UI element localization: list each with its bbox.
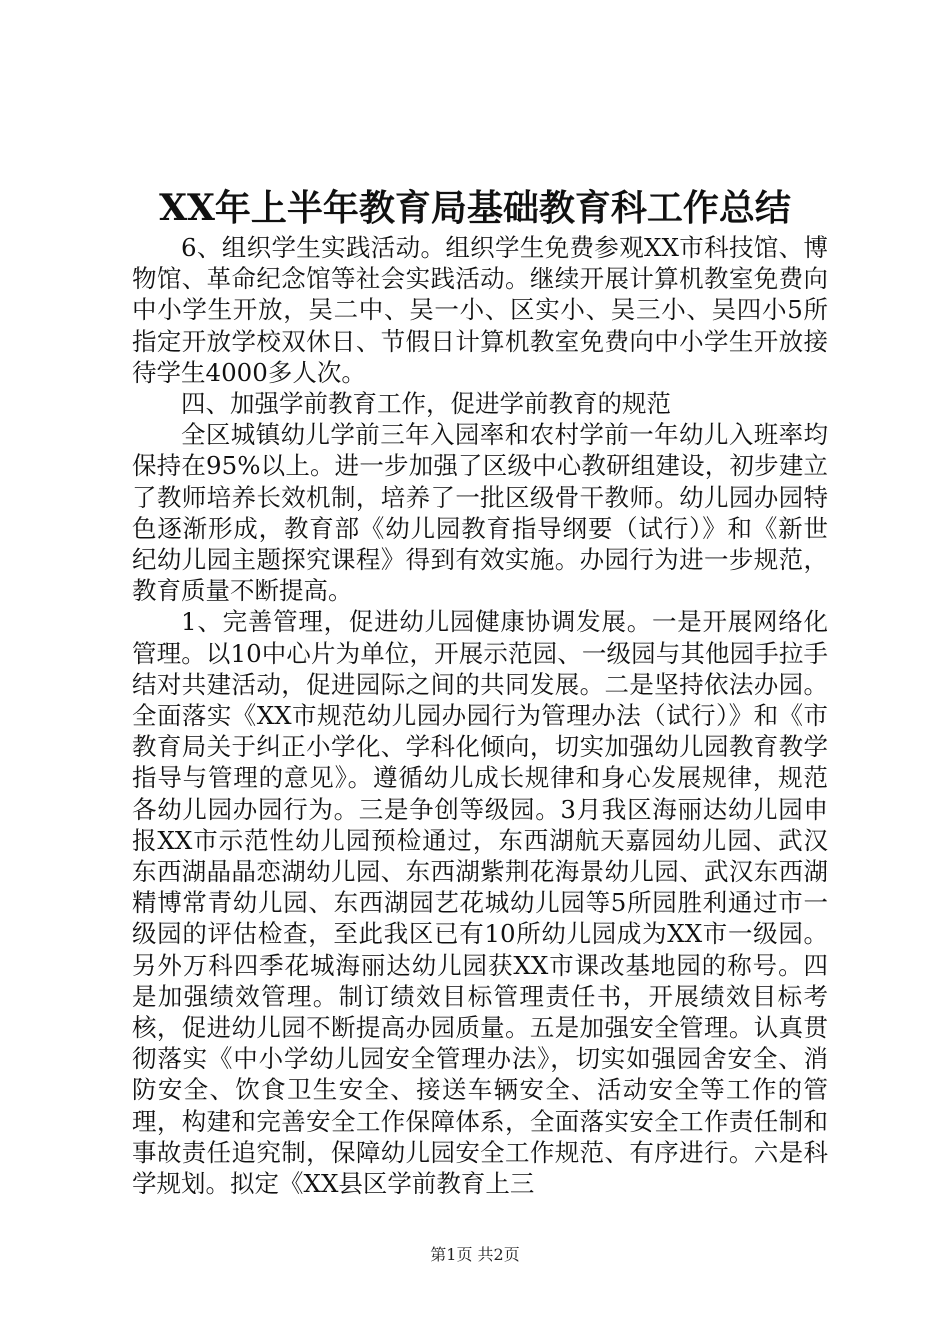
page-footer: 第1页 共2页 xyxy=(430,1245,520,1264)
document-title: XX年上半年教育局基础教育科工作总结 xyxy=(159,187,791,229)
paragraph-practice-activities: 6、组织学生实践活动。组织学生免费参观XX市科技馆、博物馆、革命纪念馆等社会实践活动。继续开展计算机教室免费向中小学生开放，吴二中、吴一小、区实小、吴三小、吴四小5所指定开放学校双休日、节假日计算机教室免费向中小学生开放接待学生4000多人次。 xyxy=(132,233,828,387)
document-body xyxy=(132,232,828,1199)
paragraph-enrollment-rates: 全区城镇幼儿学前三年入园率和农村学前一年幼儿入班率均保持在95%以上。进一步加强了区级中心教研组建设，初步建立了教师培养长效机制，培养了一批区级骨干教师。幼儿园办园特色逐渐形成，教育部《幼儿园教育指导纲要（试行）》和《新世纪幼儿园主题探究课程》得到有效实施。办园行为进一步规范，教育质量不断提高。 xyxy=(132,420,828,606)
paragraph-management: 1、完善管理，促进幼儿园健康协调发展。一是开展网络化管理。以10中心片为单位，开展示范园、一级园与其他园手拉手结对共建活动，促进园际之间的共同发展。二是坚持依法办园。全面落实《XX市规范幼儿园办园行为管理办法（试行）》和《市教育局关于纠正小学化、学科化倾向，切实加强幼儿园教育教学指导与管理的意见》。遵循幼儿成长规律和身心发展规律，规范各幼儿园办园行为。三是争创等级园。3月我区海丽达幼儿园申报XX市示范性幼儿园预检通过，东西湖航天嘉园幼儿园、武汉东西湖晶晶恋湖幼儿园、东西湖紫荆花海景幼儿园、武汉东西湖精博常青幼儿园、东西湖园艺花城幼儿园等5所园胜利通过市一级园的评估检查，至此我区已有10所幼儿园成为XX市一级园。另外万科四季花城海丽达幼儿园获XX市课改基地园的称号。四是加强绩效管理。制订绩效目标管理责任书，开展绩效目标考核，促进幼儿园不断提高办园质量。五是加强安全管理。认真贯彻落实《中小学幼儿园安全管理办法》，切实如强园舍安全、消防安全、饮食卫生安全、接送车辆安全、活动安全等工作的管理，构建和完善安全工作保障体系，全面落实安全工作责任制和事故责任追究制，保障幼儿园安全工作规范、有序进行。六是科学规划。拟定《XX县区学前教育上三 xyxy=(132,607,828,1199)
section-heading-preschool: 四、加强学前教育工作，促进学前教育的规范 xyxy=(181,389,671,419)
